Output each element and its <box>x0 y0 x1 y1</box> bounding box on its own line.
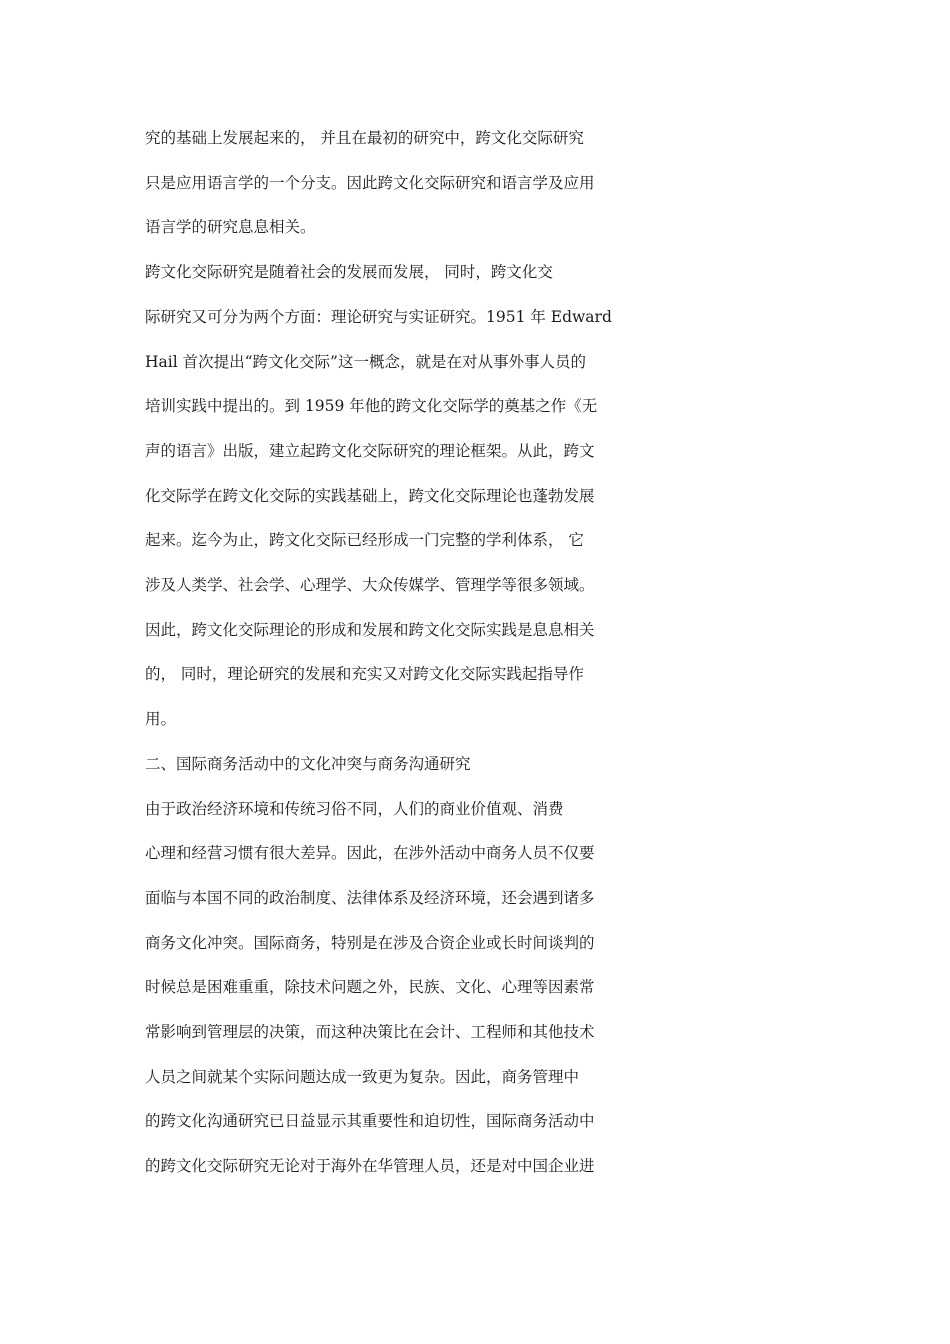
text-line: 的跨文化交际研究无论对于海外在华管理人员，还是对中国企业进 <box>145 1157 595 1175</box>
text-line: 只是应用语言学的一个分支。因此跨文化交际研究和语言学及应用 <box>145 174 595 192</box>
paragraph-first-line: 跨文化交际研究是随着社会的发展而发展， 同时，跨文化交 <box>145 263 553 281</box>
text-line: 商务文化冲突。国际商务，特别是在涉及合资企业或长时间谈判的 <box>145 934 595 952</box>
text-line: 面临与本国不同的政治制度、法律体系及经济环境，还会遇到诸多 <box>145 889 595 907</box>
text-line: 起来。迄今为止，跨文化交际已经形成一门完整的学利体系， 它 <box>145 531 584 549</box>
text-line: 的跨文化沟通研究已日益显示其重要性和迫切性，国际商务活动中 <box>145 1112 595 1130</box>
text-line: 语言学的研究息息相关。 <box>145 218 316 236</box>
text-line: 人员之间就某个实际问题达成一致更为复杂。因此，商务管理中 <box>145 1068 580 1086</box>
text-line: 究的基础上发展起来的， 并且在最初的研究中，跨文化交际研究 <box>145 129 584 147</box>
text-line: 时候总是困难重重，除技术问题之外，民族、文化、心理等因素常 <box>145 978 595 996</box>
text-line: Hail 首次提出“跨文化交际”这一概念，就是在对从事外事人员的 <box>145 353 586 371</box>
paragraph-first-line: 由于政治经济环境和传统习俗不同，人们的商业价值观、消费 <box>145 800 564 818</box>
text-line: 用。 <box>145 710 177 728</box>
text-line: 心理和经营习惯有很大差异。因此，在涉外活动中商务人员不仅要 <box>145 844 595 862</box>
text-line: 化交际学在跨文化交际的实践基础上，跨文化交际理论也蓬勃发展 <box>145 487 595 505</box>
section-heading: 二、国际商务活动中的文化冲突与商务沟通研究 <box>145 755 471 773</box>
text-line: 际研究又可分为两个方面：理论研究与实证研究。1951 年 Edward <box>145 308 612 326</box>
text-line: 培训实践中提出的。到 1959 年他的跨文化交际学的奠基之作《无 <box>145 397 598 415</box>
text-line: 常影响到管理层的决策，而这种决策比在会计、工程师和其他技术 <box>145 1023 595 1041</box>
text-line: 声的语言》出版，建立起跨文化交际研究的理论框架。从此，跨文 <box>145 442 595 460</box>
text-line: 因此，跨文化交际理论的形成和发展和跨文化交际实践是息息相关 <box>145 621 595 639</box>
text-line: 的， 同时，理论研究的发展和充实又对跨文化交际实践起指导作 <box>145 665 584 683</box>
text-line: 涉及人类学、社会学、心理学、大众传媒学、管理学等很多领域。 <box>145 576 595 594</box>
